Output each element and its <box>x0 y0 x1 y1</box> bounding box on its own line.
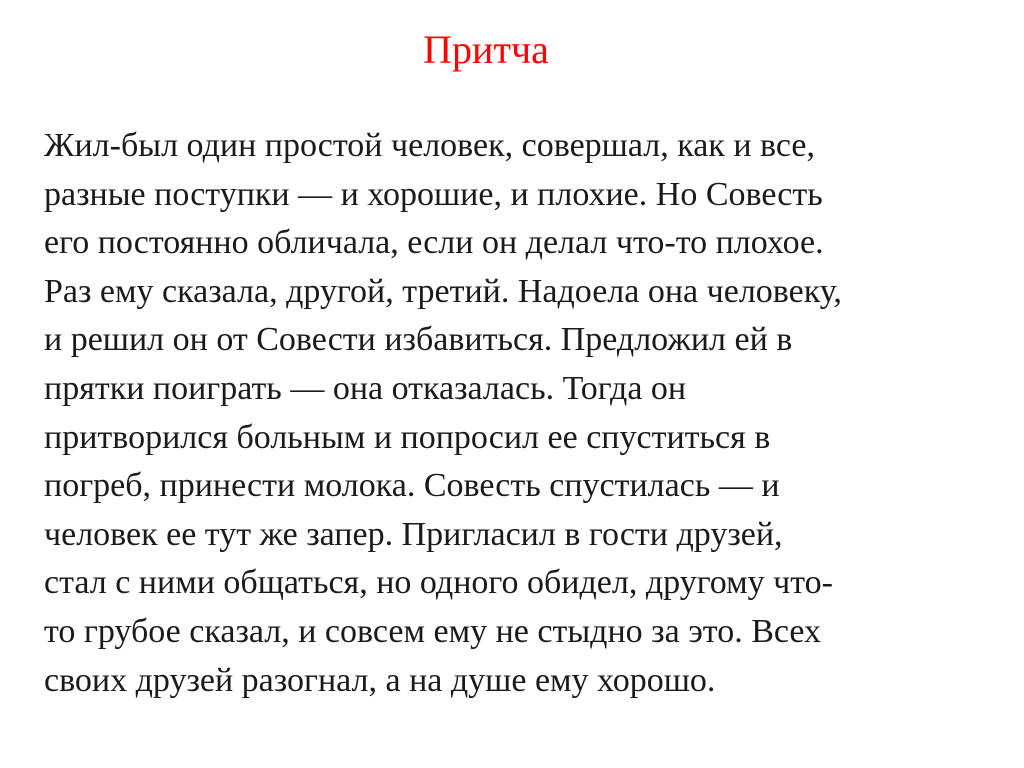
text-line: своих друзей разогнал, а на душе ему хорошо. <box>44 661 716 699</box>
text-line: Раз ему сказала, другой, третий. Надоела она человеку, <box>44 272 842 310</box>
text-line: Жил-был один простой человек, совершал, как и все, <box>44 127 815 164</box>
text-line: прятки поиграть — она отказалась. Тогда он <box>44 369 687 407</box>
slide-title: Притча <box>423 27 549 72</box>
parable-text <box>44 122 1004 705</box>
text-line: погреб, принести молока. Совесть спустилась — и <box>44 467 780 505</box>
text-line: и решил он от Совести избавиться. Предложил ей в <box>44 321 793 359</box>
text-line: то грубое сказал, и совсем ему не стыдно за это. Всех <box>44 612 822 650</box>
text-line: человек ее тут же запер. Пригласил в гости друзей, <box>44 515 783 553</box>
text-line: притворился больным и попросил ее спуститься в <box>44 418 771 456</box>
text-line: стал с ними общаться, но одного обидел, другому что- <box>44 564 834 602</box>
text-line: разные поступки — и хорошие, и плохие. Но Совесть <box>44 175 823 213</box>
text-line: его постоянно обличала, если он делал что-то плохое. <box>44 224 824 262</box>
